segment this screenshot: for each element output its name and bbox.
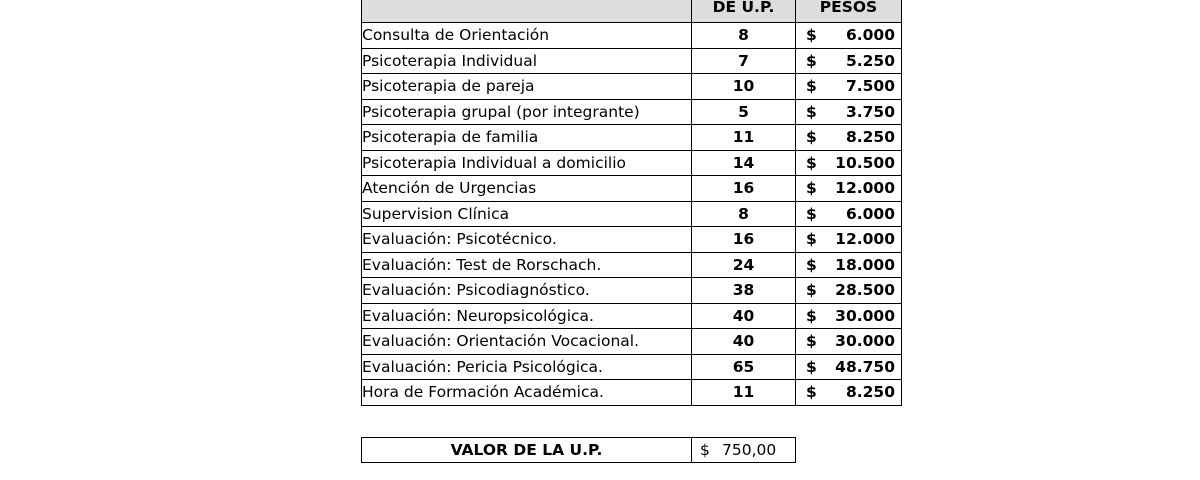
header-service: [362, 0, 692, 23]
service-pesos-cell: [796, 380, 902, 406]
service-units: 16: [692, 227, 796, 253]
header-units: DE U.P.: [692, 0, 796, 23]
service-name: Supervision Clínica: [362, 201, 692, 227]
table-row: [362, 201, 902, 227]
currency-symbol: $: [806, 77, 817, 96]
service-pesos-cell: [796, 329, 902, 355]
service-pesos-cell: [796, 303, 902, 329]
service-units: 40: [692, 329, 796, 355]
currency-symbol: $: [806, 332, 817, 351]
table-row: [362, 23, 902, 49]
currency-symbol: $: [806, 230, 817, 249]
service-units: 38: [692, 278, 796, 304]
table-row: [362, 329, 902, 355]
header-pesos: PESOS: [796, 0, 902, 23]
table-row: [362, 74, 902, 100]
table-row: [362, 380, 902, 406]
table-row: [362, 278, 902, 304]
service-pesos-cell: [796, 48, 902, 74]
service-pesos-cell: [796, 125, 902, 151]
service-name: Evaluación: Orientación Vocacional.: [362, 329, 692, 355]
table-row: [362, 125, 902, 151]
service-pesos-cell: [796, 99, 902, 125]
currency-symbol: $: [806, 179, 817, 198]
service-name: Psicoterapia Individual: [362, 48, 692, 74]
service-pesos: 18.000: [835, 255, 895, 274]
service-pesos-cell: [796, 201, 902, 227]
service-pesos: 7.500: [845, 77, 895, 96]
currency-symbol: $: [806, 255, 817, 274]
service-name: Psicoterapia Individual a domicilio: [362, 150, 692, 176]
currency-symbol: $: [806, 281, 817, 300]
service-pesos: 30.000: [835, 306, 895, 325]
table-row: [362, 176, 902, 202]
service-pesos: 28.500: [835, 281, 895, 300]
table-row: [362, 252, 902, 278]
service-name: Evaluación: Test de Rorschach.: [362, 252, 692, 278]
service-units: 5: [692, 99, 796, 125]
service-pesos-cell: [796, 176, 902, 202]
service-pesos: 8.250: [845, 383, 895, 402]
rates-sheet: [361, 0, 901, 406]
service-name: Evaluación: Psicotécnico.: [362, 227, 692, 253]
currency-symbol: $: [806, 306, 817, 325]
service-name: Hora de Formación Académica.: [362, 380, 692, 406]
service-units: 40: [692, 303, 796, 329]
service-pesos: 48.750: [835, 357, 895, 376]
service-units: 8: [692, 201, 796, 227]
service-units: 16: [692, 176, 796, 202]
service-pesos: 12.000: [835, 179, 895, 198]
table-row: [362, 99, 902, 125]
service-name: Psicoterapia grupal (por integrante): [362, 99, 692, 125]
currency-symbol: $: [700, 441, 710, 459]
service-name: Psicoterapia de familia: [362, 125, 692, 151]
service-units: 11: [692, 125, 796, 151]
service-pesos-cell: [796, 23, 902, 49]
service-name: Psicoterapia de pareja: [362, 74, 692, 100]
up-value-table: [361, 437, 796, 463]
up-value-amount: 750,00: [722, 441, 777, 459]
table-row: [362, 150, 902, 176]
currency-symbol: $: [806, 153, 817, 172]
service-pesos-cell: [796, 354, 902, 380]
service-units: 65: [692, 354, 796, 380]
service-name: Atención de Urgencias: [362, 176, 692, 202]
currency-symbol: $: [806, 204, 817, 223]
service-units: 11: [692, 380, 796, 406]
service-units: 24: [692, 252, 796, 278]
currency-symbol: $: [806, 26, 817, 45]
service-units: 10: [692, 74, 796, 100]
service-units: 14: [692, 150, 796, 176]
service-pesos: 30.000: [835, 332, 895, 351]
up-value-label: VALOR DE LA U.P.: [362, 438, 692, 463]
currency-symbol: $: [806, 128, 817, 147]
service-pesos-cell: [796, 74, 902, 100]
service-name: Consulta de Orientación: [362, 23, 692, 49]
up-value-box: [361, 437, 796, 463]
service-units: 7: [692, 48, 796, 74]
table-header-row: [362, 0, 902, 23]
service-pesos: 6.000: [845, 204, 895, 223]
service-name: Evaluación: Pericia Psicológica.: [362, 354, 692, 380]
currency-symbol: $: [806, 357, 817, 376]
service-pesos: 8.250: [845, 128, 895, 147]
rates-table: [361, 0, 902, 406]
service-pesos: 10.500: [835, 153, 895, 172]
service-name: Evaluación: Neuropsicológica.: [362, 303, 692, 329]
service-pesos: 6.000: [845, 26, 895, 45]
service-pesos: 3.750: [845, 102, 895, 121]
table-row: [362, 354, 902, 380]
service-name: Evaluación: Psicodiagnóstico.: [362, 278, 692, 304]
up-value-amount-cell: [692, 438, 796, 463]
service-units: 8: [692, 23, 796, 49]
service-pesos-cell: [796, 278, 902, 304]
currency-symbol: $: [806, 102, 817, 121]
currency-symbol: $: [806, 383, 817, 402]
table-row: [362, 303, 902, 329]
table-row: [362, 227, 902, 253]
rates-body: [362, 23, 902, 406]
service-pesos-cell: [796, 150, 902, 176]
table-row: [362, 48, 902, 74]
service-pesos: 5.250: [845, 51, 895, 70]
up-value-row: [362, 438, 796, 463]
service-pesos-cell: [796, 227, 902, 253]
currency-symbol: $: [806, 51, 817, 70]
service-pesos: 12.000: [835, 230, 895, 249]
service-pesos-cell: [796, 252, 902, 278]
